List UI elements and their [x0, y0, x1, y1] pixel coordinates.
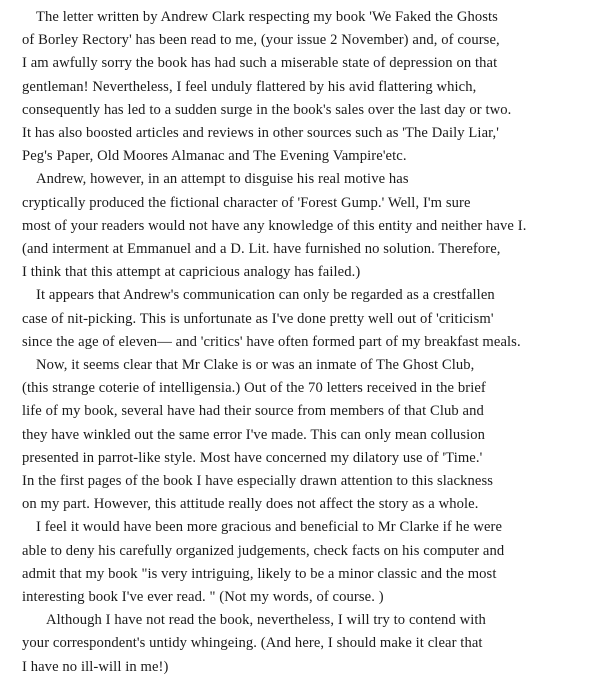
text-line: Peg's Paper, Old Moores Almanac and The Evening Vampire'etc. [22, 148, 407, 165]
text-line: they have winkled out the same error I've made. This can only mean collusion [22, 426, 486, 443]
text-line: It appears that Andrew's communication can only be regarded as a crestfallen [36, 287, 495, 304]
text-line: In the first pages of the book I have especially drawn attention to this slackness [22, 473, 494, 490]
text-line: It has also boosted articles and reviews in other sources such as 'The Daily Liar,' [22, 125, 499, 142]
text-line: The letter written by Andrew Clark respecting my book 'We Faked the Ghosts [36, 9, 498, 25]
text-line: (and interment at Emmanuel and a D. Lit. have furnished no solution. Therefore, [22, 241, 501, 258]
text-line: of Borley Rectory' has been read to me, (your issue 2 November) and, of course, [22, 32, 500, 49]
paragraph-2 [22, 168, 590, 284]
text-line: presented in parrot-like style. Most have concerned my dilatory use of 'Time.' [22, 449, 483, 466]
paragraph-4 [22, 354, 590, 516]
text-line: Although I have not read the book, nevertheless, I will try to contend with [46, 612, 486, 629]
paragraph-1 [22, 6, 590, 168]
text-line: I think that this attempt at capricious analogy has failed.) [22, 264, 361, 281]
text-line: admit that my book "is very intriguing, likely to be a minor classic and the most [22, 565, 497, 582]
text-line: life of my book, several have had their source from members of that Club and [22, 403, 484, 420]
text-line: Now, it seems clear that Mr Clake is or was an inmate of The Ghost Club, [36, 357, 475, 374]
text-line: cryptically produced the fictional character of 'Forest Gump.' Well, I'm sure [22, 194, 471, 211]
text-line: Andrew, however, in an attempt to disguise his real motive has [36, 171, 409, 188]
text-line: since the age of eleven— and 'critics' have often formed part of my breakfast meals. [22, 333, 521, 350]
text-line: consequently has led to a sudden surge in the book's sales over the last day or two. [22, 101, 512, 118]
text-line: I am awfully sorry the book has had such a miserable state of depression on that [22, 55, 498, 72]
text-line: case of nit-picking. This is unfortunate as I've done pretty well out of 'criticism' [22, 310, 494, 327]
text-line: on my part. However, this attitude really does not affect the story as a whole. [22, 496, 479, 513]
text-line: most of your readers would not have any knowledge of this entity and neither have I. [22, 217, 527, 234]
paragraph-5 [22, 516, 590, 609]
text-line: I feel it would have been more gracious and beneficial to Mr Clarke if he were [36, 519, 503, 536]
paragraph-3 [22, 284, 590, 354]
text-line: interesting book I've ever read. " (Not my words, of course. ) [22, 589, 384, 606]
text-line: I have no ill-will in me!) [22, 658, 169, 675]
paragraph-6 [22, 609, 590, 679]
text-line: gentleman! Nevertheless, I feel unduly flattered by his avid flattering which, [22, 78, 477, 95]
text-line: (this strange coterie of intelligensia.) Out of the 70 letters received in the brief [22, 380, 486, 397]
text-line: able to deny his carefully organized judgements, check facts on his computer and [22, 542, 505, 559]
text-line: your correspondent's untidy whingeing. (And here, I should make it clear that [22, 635, 483, 652]
